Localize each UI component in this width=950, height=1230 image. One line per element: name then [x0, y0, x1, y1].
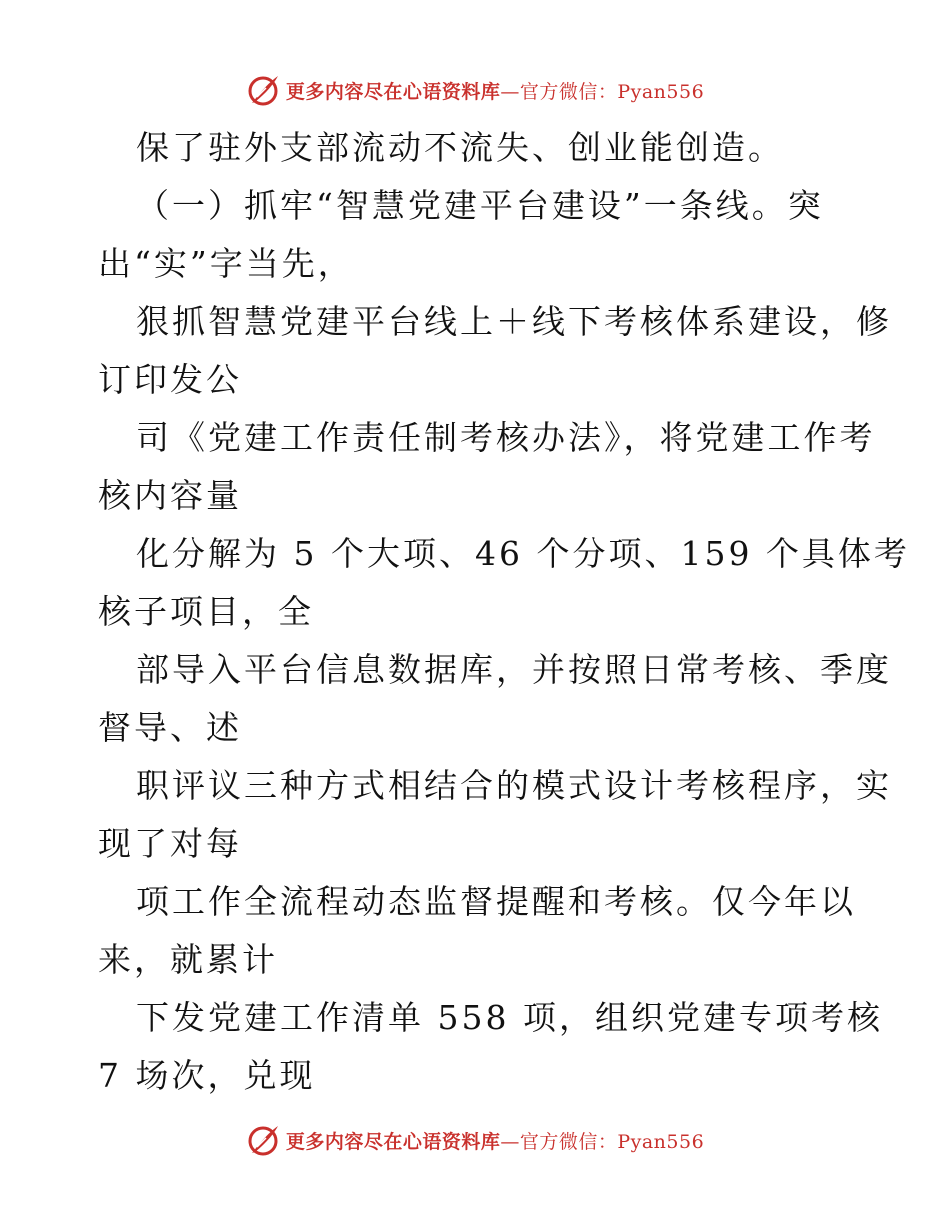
body-line: 7 场次，兑现 [98, 1056, 316, 1095]
body-line: 司《党建工作责任制考核办法》，将党建工作考 [136, 418, 876, 457]
body-line: 核内容量 [98, 476, 242, 515]
body-line: 现了对每 [98, 824, 242, 863]
body-line: 保了驻外支部流动不流失、创业能创造。 [136, 128, 784, 167]
body-line: 下发党建工作清单 558 项，组织党建专项考核 [136, 998, 883, 1037]
watermark-brand: 更多内容尽在心语资料库 [285, 1130, 501, 1153]
body-line: 核子项目，全 [98, 592, 314, 631]
body-line: 部导入平台信息数据库，并按照日常考核、季度 [136, 650, 892, 689]
watermark-separator: — [500, 80, 520, 103]
body-line: 项工作全流程动态监督提醒和考核。仅今年以 [136, 882, 856, 921]
watermark-separator: — [500, 1130, 520, 1153]
body-line: 订印发公 [98, 360, 242, 399]
body-line: 出“实”字当先， [98, 244, 354, 283]
body-line: 来，就累计 [98, 940, 278, 979]
body-line: 督导、述 [98, 708, 242, 747]
header-watermark [0, 70, 950, 110]
feather-pen-seal-icon [246, 1123, 280, 1157]
body-line: 职评议三种方式相结合的模式设计考核程序，实 [136, 766, 892, 805]
watermark-wechat: 官方微信：Pyan556 [519, 1130, 705, 1153]
body-line: 狠抓智慧党建平台线上＋线下考核体系建设，修 [136, 302, 892, 341]
footer-watermark [0, 1120, 950, 1160]
body-line: 化分解为 5 个大项、46 个分项、159 个具体考 [136, 534, 910, 573]
watermark-brand: 更多内容尽在心语资料库 [285, 80, 501, 103]
feather-pen-seal-icon [246, 73, 280, 107]
body-line: （一）抓牢“智慧党建平台建设”一条线。突 [136, 186, 824, 225]
watermark-wechat: 官方微信：Pyan556 [519, 80, 705, 103]
